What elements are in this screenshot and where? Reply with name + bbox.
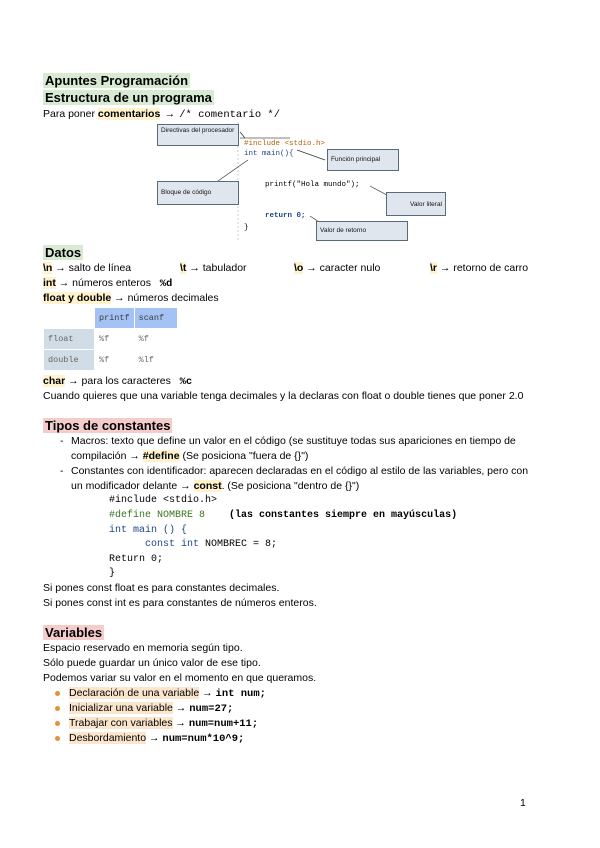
table-header-printf: printf <box>95 308 135 329</box>
diagram-return-line: return 0; <box>265 212 306 220</box>
const-int-note: Si pones const int es para constantes de números enteros. <box>43 597 317 609</box>
code-close: } <box>109 568 116 579</box>
section-heading-structure: Estructura de un programa <box>45 90 212 105</box>
list-item-dash: - <box>60 465 64 477</box>
page-title: Apuntes Programación <box>45 73 189 88</box>
list-item: Declaración de una variable → int num; <box>55 687 266 701</box>
int-line: int → números enteros %d <box>43 277 173 290</box>
table-cell: %f <box>134 329 177 350</box>
code-main: int main () { <box>109 525 188 536</box>
table-header-row <box>44 308 178 329</box>
escape-newline: \n → salto de línea <box>43 262 132 274</box>
list-item: Trabajar con variables → num=num+11; <box>55 717 258 731</box>
code-define: #define NOMBRE 8 (las constantes siempre en mayúsculas) <box>109 510 458 521</box>
list-item: Desbordamiento → num=num*10^9; <box>55 732 244 746</box>
callout-return-value: Valor de retorno <box>316 221 408 241</box>
section-heading-datos: Datos <box>45 245 82 260</box>
callout-code-block: Bloque de código <box>157 181 239 205</box>
code-return: Return 0; <box>109 554 164 565</box>
escape-tab: \t → tabulador <box>180 262 247 274</box>
diagram-printf-line: printf("Hola mundo"); <box>265 181 360 189</box>
bullet-icon <box>55 691 60 696</box>
variables-line: Sólo puede guardar un único valor de ese tipo. <box>43 657 261 669</box>
diagram-main-line: int main(){ <box>244 150 294 158</box>
variables-line: Espacio reservado en memoria según tipo. <box>43 642 243 654</box>
section-heading-constants: Tipos de constantes <box>45 418 171 433</box>
bullet-icon <box>55 736 60 741</box>
const-float-note: Si pones const float es para constantes decimales. <box>43 582 280 594</box>
const-line-1: Constantes con identificador: aparecen declaradas en el código al estilo de las variables, pero con <box>71 465 529 477</box>
const-line-2: un modificador delante → const. (Se posiciona "dentro de {}") <box>71 480 360 492</box>
variables-line: Podemos variar su valor en el momento en que queramos. <box>43 672 317 684</box>
table-row-label: double <box>44 350 95 371</box>
bullet-icon <box>55 721 60 726</box>
table-cell: %lf <box>134 350 177 371</box>
callout-literal-value: Valor literal <box>386 192 446 216</box>
table-corner-cell <box>44 308 95 329</box>
float-double-line: float y double → números decimales <box>43 292 219 304</box>
table-row-label: float <box>44 329 95 350</box>
char-line: char → para los caracteres %c <box>43 375 193 388</box>
code-define-note: (las constantes siempre en mayúsculas) <box>229 510 458 521</box>
code-const: const int NOMBREC = 8; <box>145 539 278 550</box>
callout-directives: Directivas del procesador <box>157 124 239 146</box>
callout-main-function: Función principal <box>327 149 399 171</box>
macros-line-1: Macros: texto que define un valor en el código (se sustituye todas sus apariciones en tiempo de <box>71 435 516 447</box>
macros-line-2: compilación → #define (Se posiciona "fuera de {}") <box>71 450 309 462</box>
escape-null: \o → caracter nulo <box>294 262 381 274</box>
diagram-include-line: #include <stdio.h> <box>244 140 326 148</box>
comments-line: Para poner comentarios → /* comentario */ <box>43 108 281 121</box>
page-number: 1 <box>520 797 526 809</box>
format-specifier-table <box>43 307 178 371</box>
table-cell: %f <box>95 350 135 371</box>
table-header-scanf: scanf <box>134 308 177 329</box>
table-cell: %f <box>95 329 135 350</box>
code-include: #include <stdio.h> <box>109 495 218 506</box>
list-item: Inicializar una variable → num=27; <box>55 702 233 716</box>
section-heading-variables: Variables <box>45 625 103 640</box>
list-item-dash: - <box>60 435 64 447</box>
table-row <box>44 350 178 371</box>
bullet-icon <box>55 706 60 711</box>
escape-carriage-return: \r → retorno de carro <box>430 262 529 274</box>
diagram-close-brace: } <box>244 224 249 232</box>
decimal-note: Cuando quieres que una variable tenga decimales y la declaras con float o double tienes que poner 2.0 <box>43 390 524 402</box>
table-row <box>44 329 178 350</box>
